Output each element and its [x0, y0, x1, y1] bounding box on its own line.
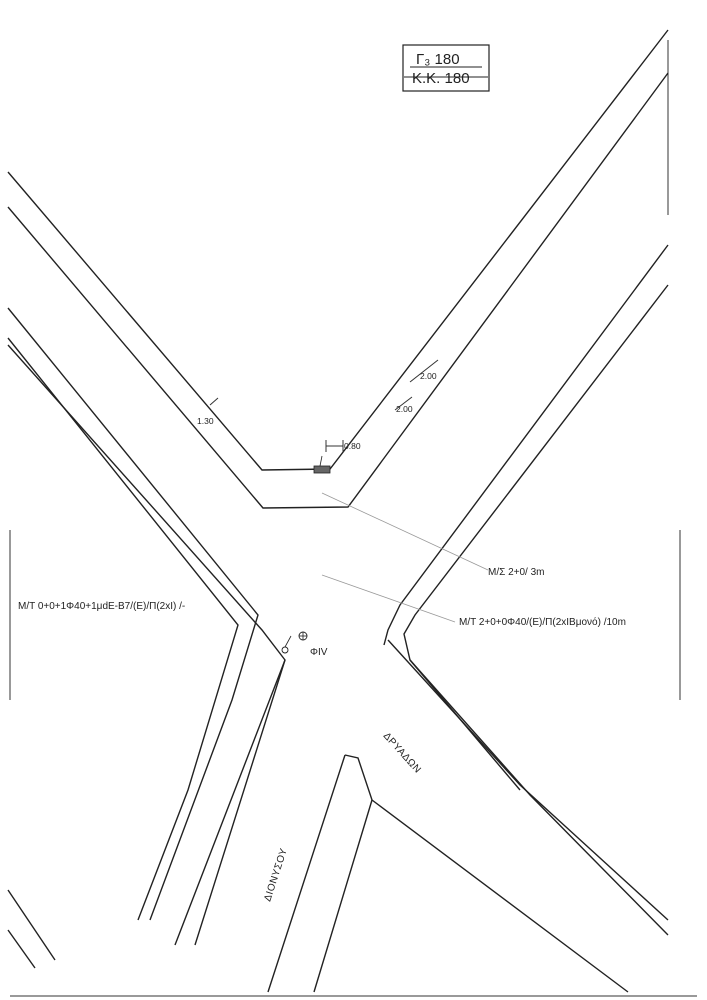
svg-text:2.00: 2.00 [420, 371, 437, 381]
cable-label-ms: M/Σ 2+0/ 3m [488, 567, 545, 578]
svg-text:1.30: 1.30 [197, 416, 214, 426]
road-edge-ne-inner [404, 285, 668, 790]
dimension-1-30 [197, 398, 218, 426]
road-edge-dryadon-lower [410, 660, 668, 935]
road-edge-dionysou-top [345, 755, 628, 992]
road-edge-corner-2 [8, 930, 35, 968]
dimension-2-00-lower [395, 397, 413, 414]
dimension-2-00-upper [410, 360, 438, 382]
sheet-code-box [403, 45, 489, 91]
road-edge-ne-outer [384, 245, 668, 645]
street-name-dryadon: ΔΡΥΑΔΩΝ [380, 730, 423, 776]
road-edge-nw-outer [8, 30, 668, 470]
dimension-0-80 [326, 440, 361, 452]
street-name-dionysou: ΔΙΟΝΥΣΟΥ [262, 846, 290, 903]
pole-symbol [282, 632, 307, 653]
cable-label-left: M/T 0+0+1Φ40+1μdE-B7/(E)/Π(2xI) /- [18, 601, 186, 612]
road-edge-dionysou-right [314, 800, 372, 992]
kk-code: Κ.Κ. 180 [412, 70, 470, 87]
sheet-code: Γ₃ 180 [416, 51, 460, 68]
road-edge-sw-left [8, 345, 285, 945]
cable-pit-symbol [314, 456, 330, 473]
svg-text:0.80: 0.80 [344, 441, 361, 451]
road-edge-corner-1 [8, 890, 55, 960]
svg-text:2.00: 2.00 [396, 404, 413, 414]
leader-mt [322, 575, 455, 622]
cable-label-mt: M/T 2+0+0Φ40/(E)/Π(2xIBμονό) /10m [459, 617, 626, 628]
leader-ms [322, 493, 488, 570]
pole-label: ΦIV [310, 647, 328, 658]
road-edge-nw-inner [8, 73, 668, 508]
